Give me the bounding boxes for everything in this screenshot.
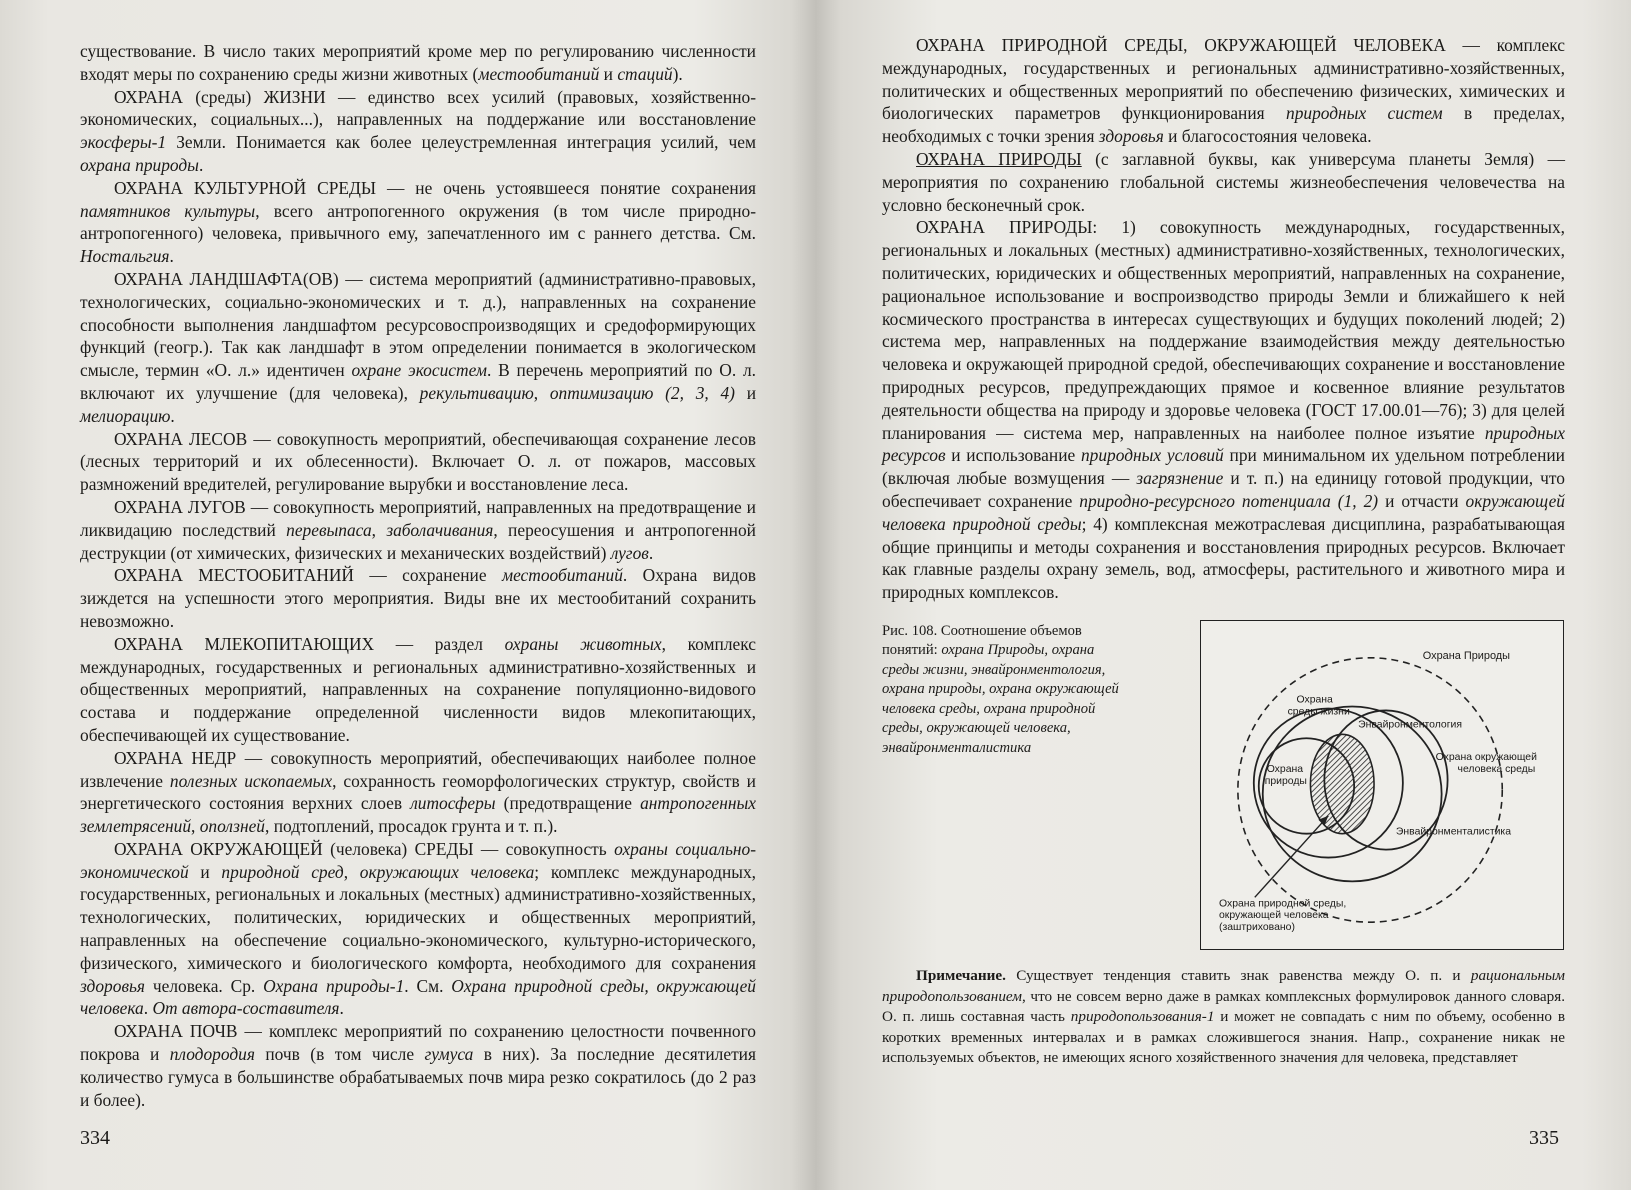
italic-term: оползней xyxy=(199,816,265,837)
italic-term: стаций xyxy=(617,63,673,84)
italic-term: литосферы xyxy=(410,793,496,814)
text-run: , переосушения и антропогенной деструкции (от химических, физических и механических воздействий) xyxy=(80,519,756,563)
text-run: . xyxy=(169,246,174,267)
italic-term: природных условий xyxy=(1080,445,1224,466)
italic-term: антропогенных землетрясений xyxy=(80,793,756,837)
text-run: . xyxy=(170,405,175,426)
text-run: . xyxy=(339,998,344,1019)
figure-caption xyxy=(882,622,1132,759)
italic-term: охрана природы xyxy=(80,154,199,175)
text-run: , всего антропогенного окружения (в том числе природно-антропогенного) человека, привычного ему, запечатленного им с раннего детства. См. xyxy=(80,200,757,244)
text-run: и xyxy=(188,861,222,882)
italic-term: природных ресурсов xyxy=(882,422,1565,466)
italic-term: лугов xyxy=(610,542,649,563)
text-run: и использование xyxy=(945,445,1081,466)
text-run: и xyxy=(734,382,757,403)
text-run: , подтоплений, просадок грунта и т. п.). xyxy=(265,816,558,837)
figure-108 xyxy=(882,622,1565,952)
text-run: в пределах, необходимых с точки зрения xyxy=(882,103,1565,147)
dictionary-entry xyxy=(80,838,756,1020)
italic-term: загрязнение xyxy=(1136,468,1224,489)
text-run: , xyxy=(371,519,387,540)
dictionary-entry xyxy=(80,564,756,632)
text-run: , что не совсем верно даже в рамках комплексных формулировок данного словаря. О. п. лишь составная часть xyxy=(882,987,1565,1026)
text-run: , комплекс международных, государственных и региональных административно-хозяйственных и общественных мероприятий, направленных на сохранение популяционно-видового состава и поддержание определенной численности видов млекопитающих, обеспечивающей их существование. xyxy=(80,633,756,745)
text-run: и отчасти xyxy=(1378,490,1466,511)
page-number-left: 334 xyxy=(80,1127,110,1149)
italic-term: охране экосистем xyxy=(351,360,487,381)
text-run: ОХРАНА (среды) ЖИЗНИ — единство всех усилий (правовых, хозяйственно-экономических, социальных...), направленных на поддержание или восстановление xyxy=(80,86,756,130)
text-run: ОХРАНА НЕДР — совокупность мероприятий, обеспечивающих наиболее полное извлечение xyxy=(80,747,756,791)
label-nature-global: Охрана Природы xyxy=(1422,649,1511,662)
italic-term: перевыпаса xyxy=(286,519,372,540)
italic-term: природно-ресурсного потенциала (1, 2) xyxy=(1079,490,1379,511)
text-run: , xyxy=(343,861,360,882)
italic-term: Ностальгия xyxy=(80,246,170,267)
text-run: существование. В число таких мероприятий кроме мер по регулированию численности входят меры по сохранению среды жизни животных ( xyxy=(80,41,756,84)
text-run: (с заглавной буквы, как универсума планеты Земля) — мероприятия по сохранению глобальной системы жизнеобеспечения человечества на условно бесконечный срок. xyxy=(882,148,1565,215)
italic-term: рекультивацию xyxy=(419,382,534,403)
dictionary-entry xyxy=(80,1020,756,1111)
italic-term: здоровья xyxy=(1098,126,1164,147)
dictionary-entry xyxy=(882,216,1565,604)
concept-diagram-svg xyxy=(1201,621,1563,949)
italic-term: экосферы-1 xyxy=(80,132,167,153)
text-run: ОХРАНА ПРИРОДНОЙ СРЕДЫ, ОКРУЖАЮЩЕЙ ЧЕЛОВЕКА — комплекс международных, государственных и региональных административно-хозяйственных, политических и общественных мероприятий по обеспечению физических, химических и биологических параметров функционирования xyxy=(882,35,1565,124)
note-label: Примечание. xyxy=(916,966,1006,984)
italic-term: мелиорацию xyxy=(80,405,171,426)
italic-term: природных систем xyxy=(1286,103,1443,124)
italic-term: охраны животных xyxy=(504,633,662,654)
dictionary-entry xyxy=(80,40,756,86)
text-run: человека. Ср. xyxy=(145,975,264,996)
italic-term: окружающих человека xyxy=(359,861,535,882)
label-hatched-line1: Охрана природной среды, xyxy=(1218,898,1347,910)
text-run: ). xyxy=(672,63,683,84)
italic-term: оптимизацию (2, 3, 4) xyxy=(549,382,735,403)
text-run: , сохранность геоморфологических структур, свойств и энергетического состояния верхних слоев xyxy=(80,770,756,814)
dictionary-entry xyxy=(80,496,756,564)
text-run: ОХРАНА ПОЧВ — комплекс мероприятий по сохранению целостности почвенного покрова и xyxy=(80,1021,756,1065)
dictionary-entry xyxy=(80,177,756,268)
text-run: ОХРАНА МЛЕКОПИТАЮЩИХ — раздел xyxy=(114,633,505,654)
text-run: Существует тенденция ставить знак равенства между О. п. и xyxy=(1005,966,1471,984)
text-run: Земли. Понимается как более целеустремленная интеграция усилий, чем xyxy=(166,132,756,153)
text-run: . xyxy=(198,154,204,175)
text-run: ОХРАНА МЕСТООБИТАНИЙ — сохранение xyxy=(114,565,502,586)
label-envirolistics: Энвайронменталистика xyxy=(1395,826,1512,838)
text-run: . xyxy=(143,998,153,1019)
text-run: в них). За последние десятилетия количество гумуса в большинстве обрабатываемых почв мира резко сократилось (до 2 раз и более). xyxy=(80,1044,756,1110)
right-page-text xyxy=(882,34,1565,1084)
label-nature-line1: Охрана xyxy=(1266,764,1304,776)
text-run: при минимальном их удельном потреблении (включая любые возмущения — xyxy=(882,445,1565,489)
text-run: Рис. 108. Соотношение объемов понятий: xyxy=(882,622,1082,659)
text-run: , xyxy=(533,382,550,403)
text-run: ОХРАНА КУЛЬТУРНОЙ СРЕДЫ — не очень устоявшееся понятие сохранения xyxy=(114,177,756,198)
italic-term: полезных ископаемых xyxy=(169,770,333,791)
text-run: . xyxy=(648,542,654,563)
italic-term: Охрана природной среды, окружающей человека xyxy=(80,975,756,1019)
italic-term: природопользования-1 xyxy=(1070,1008,1215,1026)
label-hatched-line2: окружающей человека xyxy=(1218,910,1329,922)
note-paragraph xyxy=(882,966,1565,1069)
text-run: почв (в том числе xyxy=(254,1044,425,1065)
dictionary-entry xyxy=(80,747,756,838)
text-run: и т. п.) на единицу готовой продукции, что обеспечивает сохранение xyxy=(882,468,1565,511)
page-number-right: 335 xyxy=(1529,1127,1559,1149)
dictionary-entry xyxy=(882,148,1565,216)
dictionary-entry xyxy=(80,268,756,428)
italic-term: рациональным природопользованием xyxy=(882,966,1565,1005)
italic-term: охрана Природы, охрана среды жизни, энвайронментология, охрана природы, охрана окружающей человека среды, охрана природной среды, окружающей человека, энвайронменталистика xyxy=(882,642,1119,756)
label-nature-line2: природы xyxy=(1264,775,1307,787)
label-surround-line1: Охрана окружающей xyxy=(1435,752,1537,764)
italic-term: окружающей человека природной среды xyxy=(882,490,1565,534)
label-envirology: Энвайронментология xyxy=(1358,719,1462,731)
text-run: ОХРАНА ЛУГОВ — совокупность мероприятий, направленных на предотвращение и ликвидацию последствий xyxy=(80,496,756,540)
italic-term: Охрана природы-1 xyxy=(263,975,405,996)
text-run: ОХРАНА ПРИРОДЫ: 1) совокупность международных, государственных, региональных и локальных (местных) административно-хозяйственных, технологических, политических, юридических и общественных мероприятий, направленных на сохранение, рациональное использование и воспроизводство природы Земли и ближайшего к ней космического пространства в интересах существующих и будущих поколений людей; 2) система мер, направленных на поддержание взаимодействия между деятельностью человека и окружающей природной средой, обеспечивающих сохранение и восстановление природных ресурсов, предупреждающих прямое и косвенное влияние результатов деятельности общества на природу и здоровье человека (ГОСТ 17.00.01—76); 3) для целей планирования — система мер, направленных на наиболее полное изъятие xyxy=(882,217,1565,443)
text-run: (предотвращение xyxy=(495,793,641,814)
text-run: . См. xyxy=(404,975,452,996)
left-page-text xyxy=(80,40,756,1111)
text-run: и xyxy=(599,63,618,84)
label-surround-line2: человека среды xyxy=(1457,764,1536,776)
text-run: и может не совпадать с ним по объему, особенно в коротких временных интервалах и в рамках сложившегося знания. Напр., сохранение никак не используемых объектов, не имеющих ясного хозяйственного значения для человека, представляет xyxy=(882,1008,1565,1067)
underlined-term: ОХРАНА ПРИРОДЫ xyxy=(916,148,1082,169)
italic-term: плодородия xyxy=(169,1044,255,1065)
italic-term: здоровья xyxy=(80,975,145,996)
italic-term: охраны социально-экономической xyxy=(80,838,756,882)
hatched-area xyxy=(1310,734,1374,833)
dictionary-entry xyxy=(80,86,756,177)
italic-term: памятников культуры xyxy=(80,200,256,221)
dictionary-entry xyxy=(882,34,1565,148)
label-hatched-line3: (заштриховано) xyxy=(1218,922,1295,934)
label-life-line2: среды жизни xyxy=(1287,706,1350,718)
dictionary-entry xyxy=(80,428,756,496)
text-run: ОХРАНА ЛЕСОВ — совокупность мероприятий, обеспечивающая сохранение лесов (лесных территорий и их облесенности). Включает О. л. от пожаров, массовых размножений вредителей, регулирование вырубки и восстановление леса. xyxy=(80,428,756,495)
text-run: ОХРАНА ЛАНДШАФТА(ОВ) — система мероприятий (административно-правовых, технологических, социально-экономических и т. д.), направленных на сохранение способности выполнения ландшафтом ресурсовоспроизводящих и средоформирующих функций (геогр.). Так как ландшафт в этом определении понимается в экологическом смысле, термин «О. л.» идентичен xyxy=(80,268,756,381)
italic-term: гумуса xyxy=(424,1044,474,1065)
text-run: , xyxy=(191,816,200,837)
text-run: ; 4) комплексная межотраслевая дисциплина, разрабатывающая общие принципы и методы сохранения и восстановления природных ресурсов. Включает как главные разделы охрану земель, вод, атмосферы, растительного и животного мира и природных комплексов. xyxy=(882,513,1565,603)
italic-term: местообитаний xyxy=(478,63,600,84)
italic-term: заболачивания xyxy=(386,519,494,540)
italic-term: местообитаний xyxy=(501,565,623,586)
right-page xyxy=(816,0,1631,1190)
text-run: и благосостояния человека. xyxy=(1163,126,1372,147)
italic-term: природной сред xyxy=(221,861,344,882)
concept-diagram xyxy=(1200,620,1564,950)
right-page-entries xyxy=(882,34,1565,604)
text-run: ОХРАНА ОКРУЖАЮЩЕЙ (человека) СРЕДЫ — совокупность xyxy=(114,838,615,859)
text-run: ; комплекс международных, государственных, региональных и локальных (местных) административно-хозяйственных, технологических, политических, юридических и общественных мероприятий, направленных на обеспечение социально-экономического, культурно-исторического, физического, химического и биологического комфорта, необходимого для сохранения xyxy=(80,861,756,973)
text-run: . В перечень мероприятий по О. л. включают их улучшение (для человека), xyxy=(80,360,757,403)
label-life-line1: Охрана xyxy=(1296,694,1333,706)
italic-term: От автора-составителя xyxy=(152,998,340,1019)
dictionary-entry xyxy=(80,633,756,747)
text-run: . Охрана видов зиждется на успешности этого мероприятия. Виды вне их местообитаний сохранить невозможно. xyxy=(80,565,756,631)
